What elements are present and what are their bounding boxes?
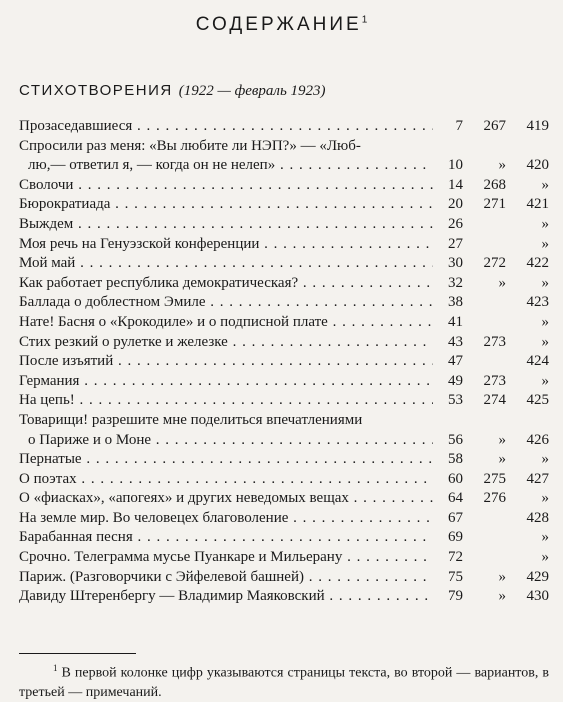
toc-entry-text-page: 64 [448,490,463,507]
toc-entry-variants-page: » [498,274,506,291]
toc-entry-text-page: 56 [448,431,463,448]
toc-entry [19,489,549,509]
toc-entry-title: Стих резкий о рулетке и железке . . . [19,333,433,353]
title-footnote-mark: 1 [361,14,368,26]
toc-entry-notes-page: 424 [526,353,549,370]
toc-entry-variants-page: 276 [483,490,506,507]
toc-entry-text-page: 79 [448,588,463,605]
toc-entry-notes-page: » [541,176,549,193]
toc-entry-title: Германия . . . [19,372,433,392]
toc-entry-title: лю,— ответил я, — когда он не нелеп» . . . [19,156,433,176]
toc-entry-title: На земле мир. Во человецех благоволение . . . [19,509,433,529]
footnote [19,659,549,702]
toc-entry-notes-page: 425 [526,392,549,409]
toc-entry-variants-page: » [498,588,506,605]
toc-entry-title: О поэтах . . . [19,470,433,490]
toc-entry [19,293,549,313]
toc-entry-title: На цепь! . . . [19,391,433,411]
toc-entry-title: Пернатые . . . [19,450,433,470]
toc-entry-notes-page: 420 [526,157,549,174]
footnote-mark: 1 [53,663,58,673]
toc-entry [19,548,549,568]
toc-entry [19,470,549,490]
toc-entry-notes-page: » [541,529,549,546]
toc-entry-text-page: 20 [448,196,463,213]
toc-entry-text-page: 10 [448,157,463,174]
toc-entry-variants-page: 271 [483,196,506,213]
toc-entry-text-page: 41 [448,313,463,330]
toc-entry-variants-page: 273 [483,333,506,350]
toc-entry-variants-page: 268 [483,176,506,193]
toc-entry [19,528,549,548]
toc-entry-title: Мой май . . . [19,254,433,274]
toc-entry-text-page: 27 [448,235,463,252]
toc-entry-title: Товарищи! разрешите мне поделиться впечатлениями [19,411,363,428]
toc-entry [19,137,549,157]
toc-entry-notes-page: 427 [526,470,549,487]
toc-entry-notes-page: 422 [526,255,549,272]
toc-entry-text-page: 49 [448,372,463,389]
toc-entry-text-page: 7 [455,118,463,134]
toc-entry-title: Как работает республика демократическая? . . . [19,274,433,294]
toc-entry-title: О «фиасках», «апогеях» и других неведомых вещах . . . [19,489,433,509]
toc-entry-notes-page: » [541,235,549,252]
toc-entry-notes-page: » [541,313,549,330]
toc-entry-notes-page: » [541,333,549,350]
toc-entry-text-page: 58 [448,451,463,468]
toc-entry-text-page: 72 [448,549,463,566]
toc-entry [19,215,549,235]
toc-entry [19,235,549,255]
toc-entry [19,274,549,294]
toc-entry-title: Барабанная песня . . . [19,528,433,548]
toc-entry-text-page: 14 [448,176,463,193]
toc-entry-notes-page: » [541,451,549,468]
toc-entry [19,176,549,196]
toc-entry-title: Давиду Штеренбергу — Владимир Маяковский . . . [19,587,433,607]
toc-entry-notes-page: 426 [526,431,549,448]
toc-entry-title: После изъятий . . . [19,352,433,372]
section-heading-text: СТИХОТВОРЕНИЯ [19,82,173,99]
toc-entry-notes-page: » [541,490,549,507]
toc-entry-title: Прозаседавшиеся . . . [19,117,433,137]
toc-entry-title: Спросили раз меня: «Вы любите ли НЭП?» — «Люб- [19,137,361,154]
toc-entry-variants-page: 267 [483,118,506,134]
toc-entry-title: Париж. (Разговорчики с Эйфелевой башней) . . . [19,568,433,588]
toc-list [19,117,549,607]
toc-entry [19,333,549,353]
toc-entry [19,509,549,529]
toc-entry [19,117,549,137]
toc-entry-variants-page: » [498,157,506,174]
toc-entry-text-page: 69 [448,529,463,546]
toc-entry-notes-page: » [541,549,549,566]
toc-entry-title: Нате! Басня о «Крокодиле» и о подписной плате . . . [19,313,433,333]
toc-entry-variants-page: 275 [483,470,506,487]
toc-entry [19,352,549,372]
toc-entry-title: Моя речь на Генуэзской конференции . . . [19,235,433,255]
toc-entry-text-page: 47 [448,353,463,370]
toc-entry-notes-page: » [541,215,549,232]
toc-entry-text-page: 32 [448,274,463,291]
page-title [0,14,563,36]
toc-entry-notes-page: 429 [526,568,549,585]
toc-entry-text-page: 30 [448,255,463,272]
page-title-text: СОДЕРЖАНИЕ [195,14,362,35]
footnote-divider [19,653,136,654]
toc-entry-text-page: 26 [448,215,463,232]
toc-entry-variants-page: 272 [483,255,506,272]
toc-entry [19,391,549,411]
toc-entry [19,372,549,392]
toc-entry-text-page: 67 [448,509,463,526]
toc-entry-notes-page: 421 [526,196,549,213]
toc-entry [19,254,549,274]
toc-entry-title: Баллада о доблестном Эмиле . . . [19,293,433,313]
toc-entry-text-page: 38 [448,294,463,311]
toc-entry [19,450,549,470]
toc-entry-notes-page: » [541,372,549,389]
toc-entry-variants-page: 274 [483,392,506,409]
toc-entry-variants-page: » [498,568,506,585]
toc-entry [19,195,549,215]
toc-entry-title: Сволочи . . . [19,176,433,196]
toc-entry-variants-page: 273 [483,372,506,389]
toc-entry [19,431,549,451]
toc-entry-variants-page: » [498,431,506,448]
toc-entry [19,156,549,176]
toc-entry-title: Выждем . . . [19,215,433,235]
toc-entry-title: Бюрократиада . . . [19,195,433,215]
footnote-text: В первой колонке цифр указываются страницы текста, во второй — вариантов, в третьей — примечаний. [19,665,549,700]
toc-entry-notes-page: 430 [526,588,549,605]
section-period: (1922 — февраль 1923) [178,83,326,99]
toc-entry [19,313,549,333]
toc-entry-text-page: 75 [448,568,463,585]
toc-entry-notes-page: 428 [526,509,549,526]
toc-entry-text-page: 43 [448,333,463,350]
section-heading [19,82,326,100]
toc-entry-text-page: 53 [448,392,463,409]
toc-entry-notes-page: 419 [526,118,549,134]
toc-entry-notes-page: » [541,274,549,291]
toc-entry-variants-page: » [498,451,506,468]
toc-entry [19,568,549,588]
toc-entry-title: Срочно. Телеграмма мусье Пуанкаре и Мильерану . . . [19,548,433,568]
toc-entry-title: о Париже и о Моне . . . [19,431,433,451]
toc-entry-text-page: 60 [448,470,463,487]
toc-entry [19,411,549,431]
toc-entry [19,587,549,607]
toc-entry-notes-page: 423 [526,294,549,311]
